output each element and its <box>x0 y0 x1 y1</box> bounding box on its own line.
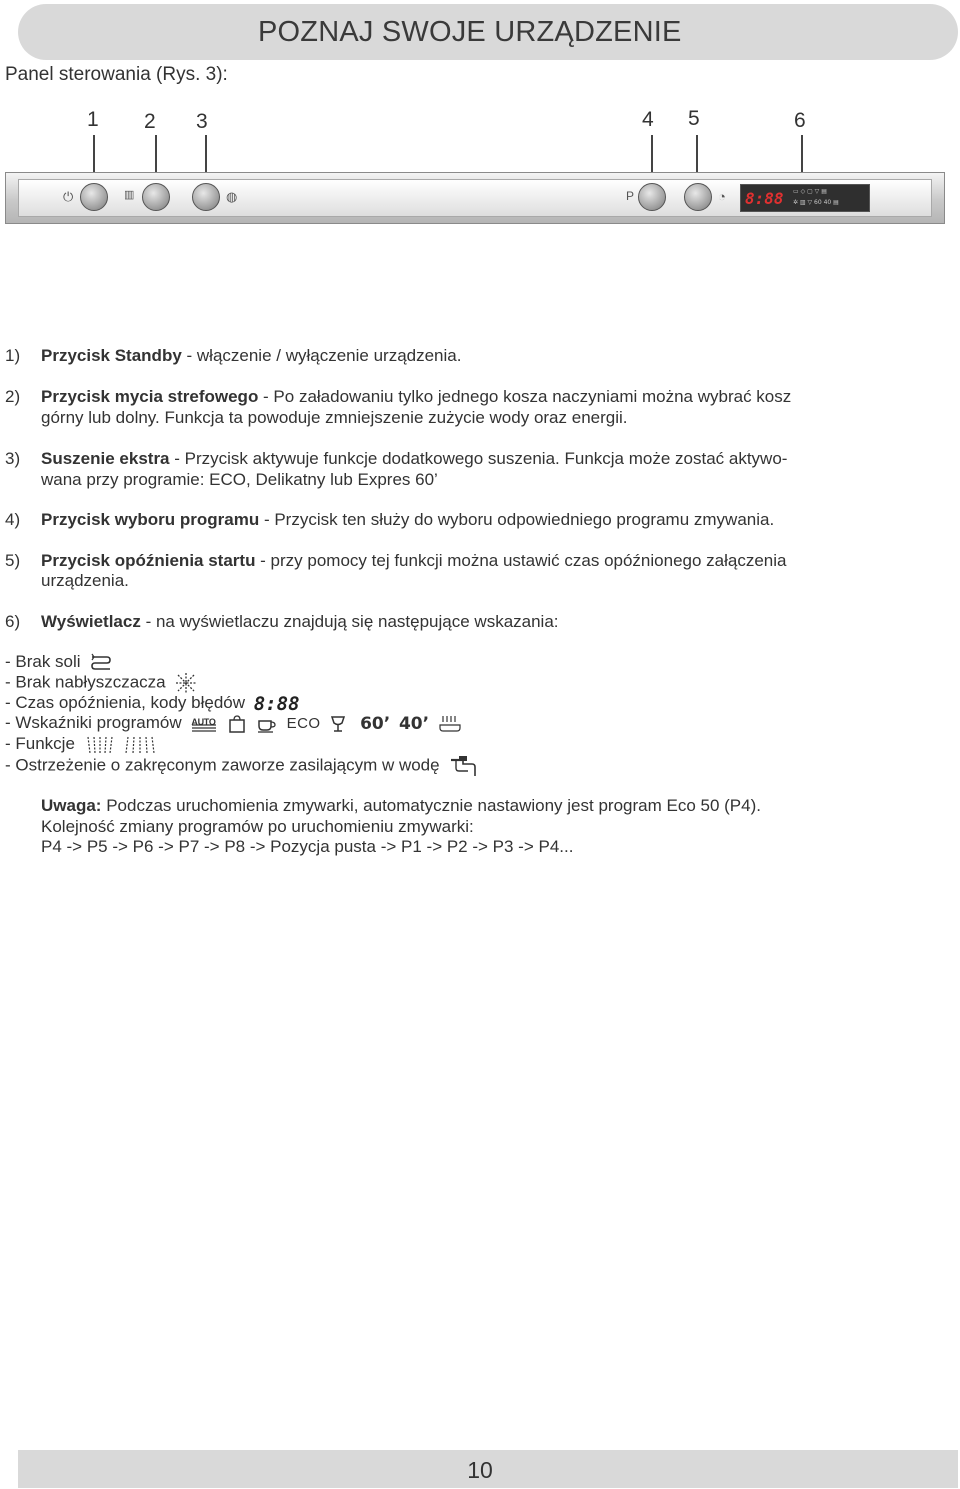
extra-dry-function-icon <box>124 735 158 755</box>
item-number: 3) <box>5 449 21 468</box>
item-text: - Przycisk ten służy do wyboru odpowiedniego programu zmywania. <box>259 510 775 529</box>
item-continuation: górny lub dolny. Funkcja ta powoduje zmniejszenie zużycie wody oraz energii. <box>41 408 628 427</box>
item-heading: Przycisk wyboru programu <box>41 510 260 529</box>
list-item <box>5 387 791 407</box>
list-item <box>5 551 787 571</box>
auto-label: AUTO <box>191 716 216 727</box>
note-label: Uwaga: <box>41 796 102 815</box>
list-item <box>5 346 461 366</box>
display-function-indicators: ✲ ▥ ▽ 60 40 ▤ <box>793 199 839 206</box>
salt-icon <box>89 653 113 673</box>
callout-5: 5 <box>688 107 700 130</box>
item-number: 2) <box>5 387 21 406</box>
item-text: - Przycisk aktywuje funkcje dodatkowego suszenia. Funkcja może zostać aktywo- <box>169 449 788 468</box>
list-item <box>5 510 774 530</box>
indication-item <box>5 754 478 778</box>
item-heading: Suszenie ekstra <box>41 449 170 468</box>
indication-text: - Funkcje <box>5 734 75 753</box>
list-item <box>5 449 787 469</box>
clock-icon: ◔ <box>718 189 726 204</box>
indication-text: - Brak nabłyszczacza <box>5 672 166 692</box>
indication-item <box>5 652 113 673</box>
display-digits: 8:88 <box>745 189 784 208</box>
glass-program-icon <box>329 714 347 734</box>
zone-wash-button[interactable] <box>142 183 170 211</box>
item-heading: Przycisk opóźnienia startu <box>41 551 256 570</box>
item-number: 5) <box>5 551 21 570</box>
cup-program-icon <box>256 714 278 734</box>
power-icon: ⏻ <box>63 189 74 204</box>
item-text: - na wyświetlaczu znajdują się następujące wskazania: <box>140 612 559 631</box>
program-label-p: P <box>626 189 635 203</box>
indication-text: - Wskaźniki programów <box>5 713 182 732</box>
indication-text: - Ostrzeżenie o zakręconym zaworze zasilającym w wodę <box>5 755 440 775</box>
item-text: - Po załadowaniu tylko jednego kosza naczyniami można wybrać kosz <box>258 387 792 406</box>
indication-item <box>5 693 300 714</box>
express-60-icon: 60’ <box>360 713 391 734</box>
page-number: 10 <box>467 1457 493 1483</box>
callout-3: 3 <box>196 110 208 133</box>
program-select-button[interactable] <box>638 183 666 211</box>
callout-4: 4 <box>642 108 654 131</box>
half-load-icon <box>84 735 116 755</box>
note-text: Podczas uruchomienia zmywarki, automatycznie nastawiony jest program Eco 50 (P4). <box>101 796 761 815</box>
eco-program-icon: ECO <box>286 714 321 732</box>
item-heading: Przycisk Standby <box>41 346 182 365</box>
indication-item <box>5 734 158 755</box>
item-text: - włączenie / wyłączenie urządzenia. <box>181 346 462 365</box>
extra-dry-icon: ◍ <box>226 189 238 204</box>
item-text: - przy pomocy tej funkcji można ustawić czas opóźnionego załączenia <box>255 551 787 570</box>
display-panel <box>740 184 870 212</box>
page-title: POZNAJ SWOJE URZĄDZENIE <box>258 16 682 48</box>
extra-dry-button[interactable] <box>192 183 220 211</box>
item-heading: Przycisk mycia strefowego <box>41 387 259 406</box>
zone-wash-icon: ▥ <box>124 189 135 201</box>
auto-program-icon <box>190 714 218 734</box>
indication-item <box>5 713 462 734</box>
display-program-indicators: ▭ ◇ ▢ ▽ ▤ <box>793 188 827 195</box>
callout-6: 6 <box>794 109 806 132</box>
rinse-aid-icon <box>174 672 198 694</box>
item-number: 1) <box>5 346 21 365</box>
callout-1: 1 <box>87 108 99 131</box>
item-continuation: urządzenia. <box>41 571 129 590</box>
prewash-program-icon <box>438 714 462 734</box>
quick-40-icon: 40’ <box>398 713 430 734</box>
note-line-1 <box>41 795 761 816</box>
indication-item <box>5 672 198 694</box>
item-number: 4) <box>5 510 21 529</box>
item-continuation: wana przy programie: ECO, Delikatny lub Expres 60’ <box>41 470 438 489</box>
indication-text: - Czas opóźnienia, kody błędów <box>5 693 246 712</box>
item-number: 6) <box>5 612 21 631</box>
delay-start-button[interactable] <box>684 183 712 211</box>
callout-2: 2 <box>144 110 156 133</box>
figure-caption: Panel sterowania (Rys. 3): <box>5 64 228 85</box>
intensive-program-icon <box>227 714 247 734</box>
digit-display-icon: 8:88 <box>253 692 300 715</box>
note-line-2: Kolejność zmiany programów po uruchomieniu zmywarki: <box>41 817 474 836</box>
list-item <box>5 612 559 632</box>
tap-icon <box>448 754 478 778</box>
standby-button[interactable] <box>80 183 108 211</box>
item-heading: Wyświetlacz <box>41 612 141 631</box>
note-line-3: P4 -> P5 -> P6 -> P7 -> P8 -> Pozycja pusta -> P1 -> P2 -> P3 -> P4... <box>41 837 574 856</box>
indication-text: - Brak soli <box>5 652 81 671</box>
